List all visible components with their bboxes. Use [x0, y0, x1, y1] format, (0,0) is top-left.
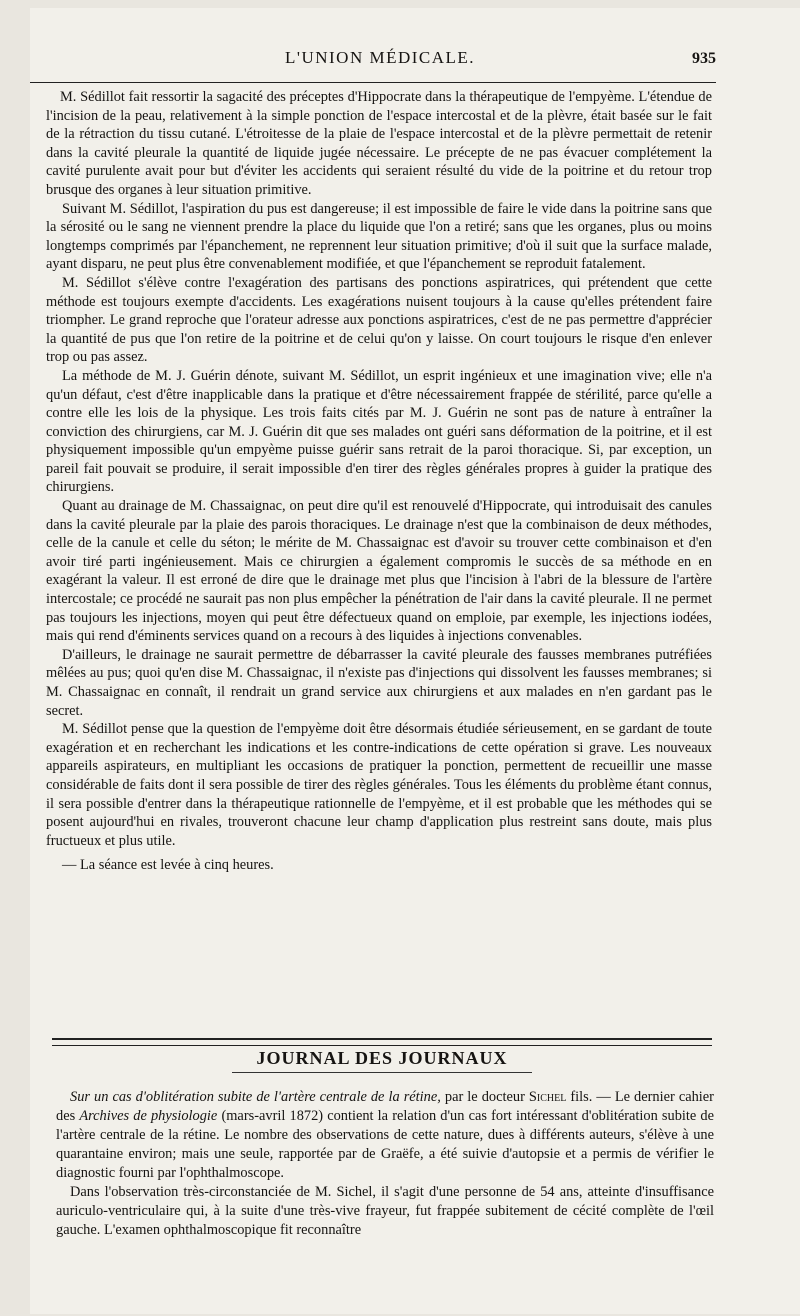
running-header — [30, 48, 720, 78]
journal-paragraph — [56, 1088, 714, 1183]
article-title: Sur un cas d'oblitération subite de l'artère centrale de la rétine, — [70, 1089, 441, 1105]
intro-text: (mars-avril 1872) contient la relation d'un cas fort intéressant d'oblitération subite de l'artère centrale de la rétine. Le nombre des observations de cette nature, dues à différents auteurs, s'élève à une quarantaine environ; mais une seule, rapportée par de Graëfe, a été suivie d'autopsie et a permis de vérifier le diagnostic fourni par l'ophthalmoscope. — [56, 1108, 714, 1181]
session-closing: — La séance est levée à cinq heures. — [62, 857, 274, 874]
intro-dash: — Le dernier cahier des — [56, 1089, 714, 1124]
page-number: 935 — [692, 50, 716, 67]
byline-prefix: par le docteur — [440, 1089, 529, 1105]
article-body — [46, 88, 712, 875]
paragraph: M. Sédillot pense que la question de l'empyème doit être désormais étudiée sérieusement, en se gardant de toute exagération et en recherchant les indications et les contre-indications de cette opération si grave. Les nouveaux appareils aspirateurs, en multipliant les occasions de pratiquer la ponction, permettent de recueillir une masse considérable de faits dont il sera possible de tirer des règles générales. Tous les éléments du problème étant connus, il sera possible d'entrer dans la thérapeutique rationnelle de l'empyème, et il est probable que les méthodes qui se posent aujourd'hui en rivales, trouveront chacune leur champ d'application plus restreint sans doute, mais plus fructueux et plus utile. — [46, 721, 712, 849]
paragraph: Quant au drainage de M. Chassaignac, on peut dire qu'il est renouvelé d'Hippocrate, qui introduisait des canules dans la cavité pleurale par la plaie des parois thoraciques. Le drainage n'est que la combinaison de deux méthodes, celle de la canule et celle du séton; le mérite de M. Chassaignac est d'avoir su trouver cette combinaison et d'en avoir tiré parti ingénieusement. Mais ce chirurgien a également compromis le succès de sa méthode en en exagérant la valeur. Il est erroné de dire que le drainage met plus que l'incision à l'abri de la blessure de l'artère intercostale; ce procédé ne saurait pas non plus empêcher la pénétration de l'air dans la cavité pleurale. Il ne permet pas toujours les injections, moyen qui peut être défectueux quand on emploie, par exemple, les injections iodées, mais qui rend d'éminents services quand on a recours à des liquides à injections convenables. — [46, 498, 712, 645]
paragraph: La méthode de M. J. Guérin dénote, suivant M. Sédillot, un esprit ingénieux et une imagination vive; elle n'a qu'un défaut, c'est d'être inapplicable dans la pratique et d'être nécessairement frappée de stérilité, parce qu'elle a contre elle les lois de la physique. Les trois faits cités par M. J. Guérin ne sont pas de nature à entraîner la conviction des chirurgiens, car M. J. Guérin dit que ses malades ont guéri sans déformation de la poitrine, et il est physiquement impossible qu'un empyème puisse guérir sans retrait de la paroi thoracique. Si, par exception, un pareil fait pouvait se produire, il serait impossible d'en tirer des règles générales propres à guider la pratique des chirurgiens. — [46, 367, 712, 496]
paragraph: M. Sédillot fait ressortir la sagacité des préceptes d'Hippocrate dans la thérapeutique de l'empyème. L'étendue de l'incision de la peau, relativement à la simple ponction de l'espace intercostal et de la plèvre, était basée sur le fait de la rétraction du tissu cutané. L'étroitesse de la plaie de l'espace intercostal et de la plèvre permettait de retenir dans la cavité pleurale la quantité de liquide jugée nécessaire. Le précepte de ne pas évacuer complétement la cavité purulente avait pour but d'éviter les accidents qui seraient résulté du vide de la poitrine et du retour trop brusque des organes à leur situation primitive. — [46, 89, 712, 198]
paragraph: Suivant M. Sédillot, l'aspiration du pus est dangereuse; il est impossible de faire le vide dans la poitrine sans que la sérosité ou le sang ne viennent prendre la place du liquide que l'on a retiré; sans que les organes, plus ou moins longtemps comprimés par l'épanchement, ne reprennent leur situation primitive; d'où il suit que la surface malade, ayant disparu, ne peut plus être convenablement modifiée, et que l'épanchement se reproduit fatalement. — [46, 200, 712, 273]
paragraph: D'ailleurs, le drainage ne saurait permettre de débarrasser la cavité pleurale des fausses membranes putréfiées mêlées au pus; quoi qu'en dise M. Chassaignac, il n'existe pas d'injections qui dissolvent les fausses membranes; si M. Chassaignac en connaît, il rendrait un grand service aux chirurgiens et aux malades en n'en gardant pas le secret. — [46, 646, 712, 719]
journal-paragraph: Dans l'observation très-circonstanciée de M. Sichel, il s'agit d'une personne de 54 ans, atteinte d'insuffisance auriculo-ventriculaire qui, à la suite d'une très-vive frayeur, fut frappée subitement de cécité complète de l'œil gauche. L'examen ophthalmoscopique fit reconnaître — [56, 1184, 714, 1238]
author-suffix: fils. — [566, 1089, 593, 1105]
section-heading: JOURNAL DES JOURNAUX — [256, 1048, 508, 1068]
heading-underline — [232, 1072, 532, 1073]
author-name: Sichel — [528, 1089, 567, 1105]
header-rule — [30, 82, 716, 83]
section-divider — [52, 1038, 712, 1046]
journal-article — [56, 1088, 714, 1240]
journal-name: Archives de physiologie — [79, 1108, 218, 1124]
paragraph: M. Sédillot s'élève contre l'exagération des partisans des ponctions aspiratrices, qui prétendent que cette méthode est toujours exempte d'accidents. Les exagérations nuisent toujours à la cause qu'elles prétendent faire triompher. Le grand reproche que l'orateur adresse aux ponctions aspiratrices, c'est de ne pas permettre d'apprécier la quantité de pus que l'on retire de la poitrine et de celui qu'on y laisse. On court toujours le risque d'en enlever trop ou pas assez. — [46, 274, 712, 366]
running-title: L'UNION MÉDICALE. — [285, 48, 476, 67]
